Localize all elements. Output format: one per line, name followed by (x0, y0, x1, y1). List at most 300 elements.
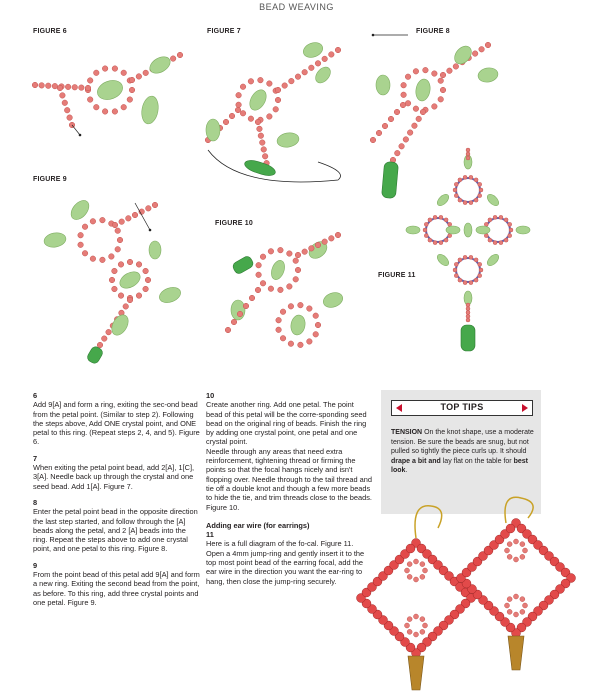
seed-bead (302, 249, 308, 255)
seed-bead (466, 318, 470, 322)
seed-bead (488, 238, 492, 242)
seed-bead (414, 632, 419, 637)
crystal-bead (461, 325, 475, 351)
seed-bead (420, 562, 425, 567)
petal-bead (68, 197, 93, 223)
seed-bead (87, 78, 93, 84)
seed-bead (466, 314, 470, 318)
seed-bead (136, 262, 142, 268)
seed-bead (127, 259, 133, 265)
petal-bead (246, 87, 269, 113)
petal-bead (414, 78, 432, 102)
seed-bead (329, 52, 335, 58)
seed-bead (109, 254, 115, 260)
figure-9-diagram (40, 185, 215, 365)
seed-bead (423, 67, 429, 73)
top-tips-header (391, 400, 533, 416)
seed-bead (67, 115, 73, 121)
seed-bead (146, 206, 152, 212)
step-8-text: Enter the petal point bead in the opposite direction the last step started, and follow through the [A] beads along the petal, and 2 [A] beads into the ring. Repeat the steps above to add one crystal point, and one petal to this ring. Figure 8. (33, 507, 198, 554)
seed-bead (416, 116, 422, 122)
seed-bead (376, 130, 382, 136)
seed-bead (57, 85, 63, 91)
seed-bead (407, 130, 413, 136)
seed-bead (407, 574, 412, 579)
seed-bead (129, 87, 135, 93)
crystal-bead (231, 255, 254, 275)
seed-bead (236, 102, 242, 108)
seed-bead (143, 286, 149, 292)
seed-bead (407, 562, 412, 567)
seed-bead (275, 97, 281, 103)
figure-6-diagram (30, 40, 200, 150)
seed-bead (298, 302, 304, 308)
seed-bead (268, 248, 274, 254)
step-9-number: 9 (33, 560, 38, 570)
seed-bead (121, 104, 127, 110)
seed-bead (478, 182, 482, 186)
seed-bead (382, 123, 388, 129)
seed-bead (488, 218, 492, 222)
seed-bead (248, 78, 254, 84)
seed-bead (298, 342, 304, 348)
seed-bead (394, 109, 400, 115)
step-10-text-2: Needle through any areas that need extra reinforcement, tightening thread or firming the points so that the focal hangs nicely and isn't flopping over. Needle through to the tail thread and tie off a double knot and though a few more beads to hide the tie, and trim threads close to the beads. Figure 10. (206, 446, 372, 512)
seed-bead (447, 68, 453, 74)
figure-11-diagram (398, 150, 548, 360)
seed-bead (504, 218, 508, 222)
seed-bead (439, 241, 443, 245)
seed-bead (444, 238, 448, 242)
seed-bead (514, 612, 519, 617)
seed-bead (520, 609, 525, 614)
petal-bead (451, 43, 475, 67)
seed-bead (469, 175, 473, 179)
seed-bead (278, 247, 284, 253)
seed-bead (485, 42, 491, 48)
seed-bead (255, 119, 261, 125)
seed-bead (414, 614, 419, 619)
seed-bead (302, 69, 308, 75)
seed-bead (112, 66, 118, 72)
seed-bead (109, 277, 115, 283)
seed-bead (493, 215, 497, 219)
seed-bead (458, 178, 462, 182)
top-tips-title: TOP TIPS (440, 402, 484, 412)
red-bead (406, 544, 415, 553)
seed-bead (514, 557, 519, 562)
seed-bead (118, 262, 124, 268)
seed-bead (453, 64, 459, 70)
figure-6-label: FIGURE 6 (33, 28, 67, 35)
seed-bead (499, 241, 503, 245)
seed-bead (307, 339, 313, 345)
seed-bead (322, 56, 328, 62)
seed-bead (478, 274, 482, 278)
petal-bead (485, 252, 501, 268)
arrow-head-icon (79, 134, 82, 137)
seed-bead (520, 542, 525, 547)
gold-drop-icon (508, 636, 524, 670)
seed-bead (268, 286, 274, 292)
seed-bead (295, 252, 301, 258)
seed-bead (493, 241, 497, 245)
seed-bead (82, 250, 88, 256)
seed-bead (65, 84, 71, 90)
seed-bead (399, 143, 405, 149)
seed-bead (262, 153, 268, 159)
petal-bead (157, 285, 182, 306)
seed-bead (258, 133, 264, 139)
seed-bead (60, 93, 66, 99)
seed-bead (428, 238, 432, 242)
petal-bead (516, 226, 530, 234)
seed-bead (231, 319, 237, 325)
seed-bead (275, 87, 281, 93)
seed-bead (276, 327, 282, 333)
seed-bead (466, 156, 470, 160)
seed-bead (469, 281, 473, 285)
seed-bead (484, 222, 488, 226)
petal-bead (321, 290, 345, 310)
tip-text-3: . (405, 467, 408, 474)
seed-bead (295, 267, 301, 273)
arrow-head-icon (372, 34, 375, 37)
petal-bead (147, 53, 173, 76)
seed-bead (428, 218, 432, 222)
seed-bead (52, 83, 58, 89)
seed-bead (90, 256, 96, 262)
seed-bead (258, 77, 264, 83)
seed-bead (479, 188, 483, 192)
figure-9-label: FIGURE 9 (33, 176, 67, 183)
seed-bead (407, 629, 412, 634)
seed-bead (101, 336, 107, 342)
seed-bead (129, 77, 135, 83)
seed-bead (235, 107, 241, 113)
seed-bead (93, 70, 99, 76)
seed-bead (388, 116, 394, 122)
petal-bead (206, 119, 220, 141)
figure-7-diagram (198, 30, 358, 190)
instructions-column-1 (33, 391, 201, 607)
seed-bead (255, 287, 261, 293)
seed-bead (315, 242, 321, 248)
seed-bead (315, 322, 321, 328)
seed-bead (307, 306, 313, 312)
seed-bead (401, 92, 407, 98)
seed-bead (223, 119, 229, 125)
step-7-text: When exiting the petal point bead, add 2[A], 1[C], 3[A]. Needle back up through the crystal and one seed bead. Add 1[A]. Figure 7. (33, 463, 195, 491)
seed-bead (478, 262, 482, 266)
seed-bead (261, 147, 267, 153)
petal-bead (435, 192, 451, 208)
seed-bead (448, 234, 452, 238)
petal-bead (406, 226, 420, 234)
seed-bead (335, 232, 341, 238)
step-8-number: 8 (33, 497, 38, 507)
seed-bead (123, 304, 129, 310)
seed-bead (414, 577, 419, 582)
petal-bead (446, 226, 460, 234)
tip-bold-2: best look (391, 457, 528, 474)
seed-bead (112, 109, 118, 115)
seed-bead (405, 74, 411, 80)
gold-drop-icon (408, 656, 424, 690)
tip-text-2: lay flat on the table for (440, 457, 514, 465)
crystal-bead (86, 345, 104, 365)
seed-bead (458, 198, 462, 202)
seed-bead (78, 242, 84, 248)
seed-bead (454, 182, 458, 186)
seed-bead (484, 234, 488, 238)
seed-bead (420, 617, 425, 622)
seed-bead (87, 97, 93, 103)
seed-bead (119, 219, 125, 225)
seed-bead (432, 71, 438, 77)
seed-bead (454, 262, 458, 266)
seed-bead (82, 224, 88, 230)
petal-bead (231, 300, 245, 320)
seed-bead (282, 83, 288, 89)
right-triangle-icon (522, 404, 528, 412)
seed-bead (237, 311, 243, 317)
seed-bead (315, 61, 321, 67)
step-9-text: From the point bead of this petal add 9[A] and form a new ring. Exiting the second bead from the point, as before. To this ring, add three crystal points and one petal. Figure 9. (33, 570, 200, 607)
seed-bead (152, 202, 158, 208)
step-10-number: 10 (206, 391, 215, 400)
seed-bead (72, 84, 78, 90)
seed-bead (243, 303, 249, 309)
seed-bead (106, 329, 112, 335)
seed-bead (432, 104, 438, 110)
seed-bead (260, 280, 266, 286)
petal-bead (140, 95, 161, 125)
seed-bead (413, 68, 419, 74)
seed-bead (423, 623, 428, 628)
seed-bead (423, 228, 427, 232)
seed-bead (240, 110, 246, 116)
seed-bead (474, 278, 478, 282)
seed-bead (405, 623, 410, 628)
tip-text-1: On the knot shape, use a moderate tension. Be sure the beads are snug, but not pulled so tightly the piece curls up. It should (391, 429, 534, 455)
seed-bead (236, 92, 242, 98)
seed-bead (278, 287, 284, 293)
seed-bead (440, 87, 446, 93)
seed-bead (287, 251, 293, 257)
seed-bead (143, 268, 149, 274)
seed-bead (438, 78, 444, 84)
seed-bead (466, 148, 470, 152)
top-tips-box (381, 390, 541, 514)
seed-bead (403, 137, 409, 143)
seed-bead (405, 100, 411, 106)
seed-bead (100, 217, 106, 223)
seed-bead (509, 228, 513, 232)
seed-bead (504, 238, 508, 242)
seed-bead (440, 72, 446, 78)
ear-wire-icon (505, 497, 533, 523)
ear-wire-icon (415, 506, 442, 538)
seed-bead (508, 234, 512, 238)
seed-bead (100, 257, 106, 263)
seed-bead (474, 198, 478, 202)
seed-bead (117, 237, 123, 243)
seed-bead (335, 47, 341, 53)
seed-bead (463, 281, 467, 285)
seed-bead (225, 327, 231, 333)
seed-bead (240, 84, 246, 90)
seed-bead (507, 597, 512, 602)
step-10-text: Create another ring. Add one petal. The point bead of this petal will be the corre-sponding seed bead on the original ring of beads. Finish the ring by adding one crystal point, one petal and one crystal point. (206, 400, 367, 447)
subheading-ear-wire: Adding ear wire (for earrings) (206, 520, 310, 530)
seed-bead (177, 52, 183, 58)
seed-bead (295, 74, 301, 80)
red-bead (506, 524, 515, 533)
seed-bead (507, 554, 512, 559)
top-tips-text (391, 428, 536, 476)
thread-line (72, 125, 80, 135)
seed-bead (170, 56, 176, 62)
seed-bead (507, 542, 512, 547)
seed-bead (79, 85, 85, 91)
seed-bead (505, 548, 510, 553)
seed-bead (433, 215, 437, 219)
petal-bead (269, 259, 287, 282)
seed-bead (145, 277, 151, 283)
seed-bead (420, 574, 425, 579)
seed-bead (507, 609, 512, 614)
crystal-bead (381, 161, 398, 198)
seed-bead (115, 246, 121, 252)
petal-bead (435, 252, 451, 268)
seed-bead (126, 216, 132, 222)
seed-bead (112, 286, 118, 292)
petal-bead (149, 241, 161, 259)
seed-bead (259, 140, 265, 146)
seed-bead (466, 303, 470, 307)
seed-bead (401, 82, 407, 88)
seed-bead (400, 102, 406, 108)
seed-bead (322, 239, 328, 245)
seed-bead (423, 568, 428, 573)
seed-bead (458, 258, 462, 262)
seed-bead (463, 201, 467, 205)
seed-bead (439, 215, 443, 219)
seed-bead (479, 268, 483, 272)
seed-bead (454, 274, 458, 278)
seed-bead (420, 629, 425, 634)
seed-bead (112, 222, 118, 228)
seed-bead (249, 295, 255, 301)
seed-bead (474, 258, 478, 262)
seed-bead (474, 178, 478, 182)
seed-bead (248, 116, 254, 122)
seed-bead (257, 126, 263, 132)
arrow-head-icon (149, 229, 152, 232)
page-header: BEAD WEAVING (259, 2, 334, 12)
seed-bead (45, 83, 51, 89)
seed-bead (309, 246, 315, 252)
petal-bead (476, 226, 490, 234)
seed-bead (267, 81, 273, 87)
seed-bead (424, 234, 428, 238)
earrings-photo (336, 498, 586, 698)
seed-bead (256, 262, 262, 268)
seed-bead (287, 284, 293, 290)
seed-bead (112, 268, 118, 274)
step-11-text: Here is a full diagram of the fo-cal. Figure 11. (206, 539, 354, 549)
seed-bead (90, 218, 96, 224)
seed-bead (288, 341, 294, 347)
seed-bead (458, 278, 462, 282)
seed-bead (472, 51, 478, 57)
seed-bead (288, 303, 294, 309)
seed-bead (514, 539, 519, 544)
petal-bead (117, 268, 143, 291)
seed-bead (280, 335, 286, 341)
seed-bead (407, 617, 412, 622)
crystal-bead (243, 158, 277, 178)
seed-bead (93, 104, 99, 110)
petal-bead (43, 231, 67, 249)
seed-bead (466, 311, 470, 315)
step-7-number: 7 (33, 453, 38, 463)
seed-bead (229, 113, 235, 119)
seed-bead (62, 100, 68, 106)
seed-bead (136, 74, 142, 80)
seed-bead (127, 297, 133, 303)
seed-bead (444, 218, 448, 222)
seed-bead (405, 568, 410, 573)
seed-bead (313, 313, 319, 319)
seed-bead (424, 222, 428, 226)
seed-bead (499, 215, 503, 219)
seed-bead (508, 222, 512, 226)
seed-bead (329, 236, 335, 242)
seed-bead (438, 96, 444, 102)
seed-bead (469, 201, 473, 205)
seed-bead (293, 258, 299, 264)
seed-bead (280, 309, 286, 315)
petal-bead (477, 66, 499, 83)
seed-bead (309, 65, 315, 71)
seed-bead (370, 137, 376, 143)
seed-bead (505, 603, 510, 608)
seed-bead (132, 212, 138, 218)
seed-bead (479, 46, 485, 52)
seed-bead (520, 597, 525, 602)
step-11-number: 11 (206, 530, 214, 540)
seed-bead (64, 107, 70, 113)
seed-bead (520, 554, 525, 559)
seed-bead (523, 603, 528, 608)
seed-bead (102, 109, 108, 115)
seed-bead (97, 342, 103, 348)
seed-bead (121, 70, 127, 76)
seed-bead (466, 152, 470, 156)
seed-bead (85, 85, 91, 91)
step-11-text-2: Open a 4mm jump-ring and gently insert it to the top most point bead of the earring focal, add the ear wire in the direction you want the ear-ring to hang, then close the jump-ring securely. (206, 548, 365, 586)
petal-bead (301, 40, 325, 60)
figure-10-diagram (218, 230, 368, 370)
petal-bead (276, 131, 300, 149)
seed-bead (127, 97, 133, 103)
petal-bead (95, 77, 126, 103)
seed-bead (143, 70, 149, 76)
seed-bead (115, 228, 121, 234)
figure-11-label: FIGURE 11 (378, 272, 416, 279)
